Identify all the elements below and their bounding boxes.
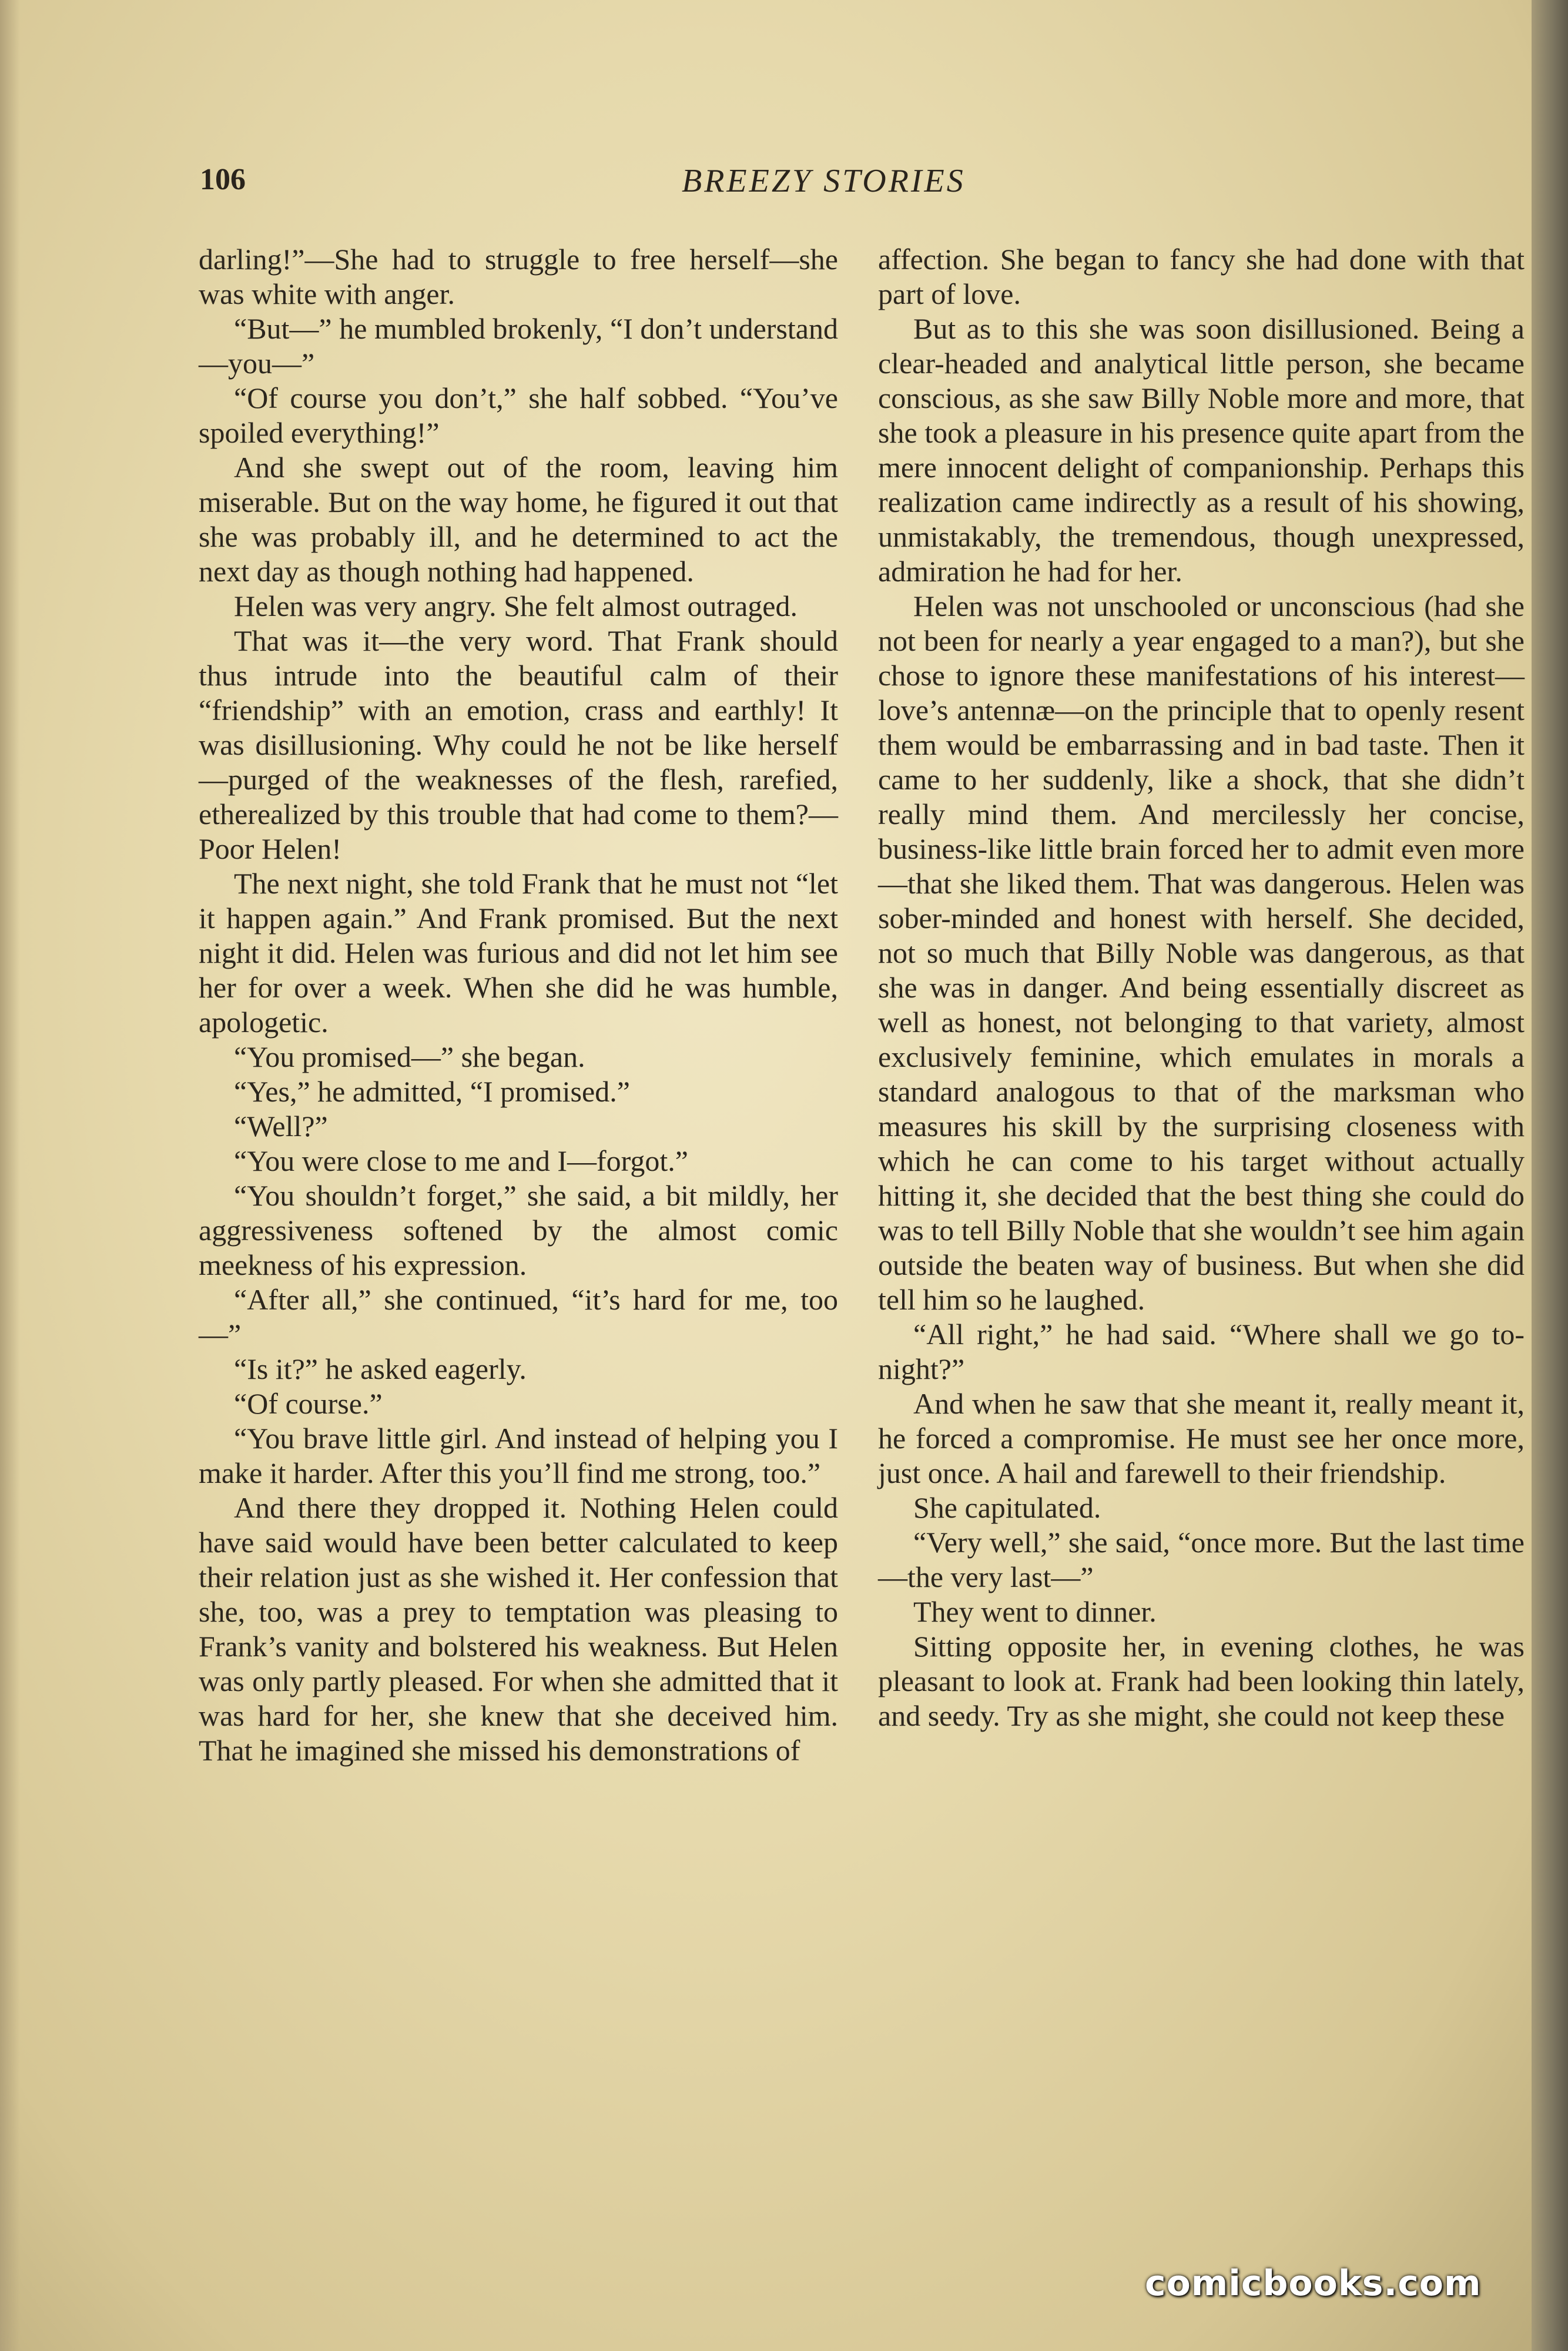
- site-watermark: comicbooks.com: [1145, 2263, 1482, 2304]
- paragraph: “After all,” she continued, “it’s hard for me, too—”: [199, 1283, 838, 1351]
- page-number: 106: [200, 163, 246, 196]
- paragraph: And when he saw that she meant it, really meant it, he forced a compromise. He must see her once more, just once. A hail and farewell to their friendship.: [878, 1387, 1525, 1489]
- paragraph: That was it—the very word. That Frank should thus intrude into the beautiful calm of their “friendship” with an emotion, crass and earthly! It was disillusioning. Why could he not be like herself—purged of the weaknesses of the flesh, rarefied, etherealized by this trouble that had come to them?—Poor Helen!: [199, 624, 838, 865]
- paragraph: “Well?”: [234, 1110, 328, 1143]
- paragraph: But as to this she was soon disillusioned. Being a clear-headed and analytical little person, she became conscious, as she saw Billy Noble more and more, that she took a pleasure in his presence quite apart from the mere innocent delight of companionship. Perhaps this realization came indirectly as a result of his showing, unmistakably, the tremendous, though unexpressed, admiration he had for her.: [878, 312, 1525, 588]
- paragraph: “Of course you don’t,” she half sobbed. “You’ve spoiled everything!”: [199, 381, 838, 449]
- page-left-edge: [0, 0, 20, 2351]
- paragraph: “You promised—” she began.: [234, 1040, 585, 1073]
- paragraph: She capitulated.: [913, 1491, 1101, 1524]
- paragraph: “Very well,” she said, “once more. But the last time—the very last—”: [878, 1526, 1525, 1593]
- paragraph: darling!”—She had to struggle to free herself—she was white with anger.: [199, 243, 838, 310]
- paragraph: “All right,” he had said. “Where shall we go to-night?”: [878, 1318, 1525, 1385]
- running-title: BREEZY STORIES: [682, 163, 966, 199]
- paragraph: They went to dinner.: [913, 1595, 1157, 1628]
- paragraph: “You brave little girl. And instead of helping you I make it harder. After this you’ll find me strong, too.”: [199, 1422, 838, 1489]
- paragraph: Helen was very angry. She felt almost outraged.: [234, 590, 798, 622]
- paragraph: “You were close to me and I—forgot.”: [234, 1144, 688, 1177]
- paragraph: “Of course.”: [234, 1387, 383, 1420]
- text-column-left: [199, 242, 838, 1768]
- paragraph: “Is it?” he asked eagerly.: [234, 1352, 527, 1385]
- paragraph: And she swept out of the room, leaving him miserable. But on the way home, he figured it out that she was probably ill, and he determined to act the next day as though nothing had happened.: [199, 451, 838, 588]
- paragraph: “Yes,” he admitted, “I promised.”: [234, 1075, 630, 1108]
- text-column-right: [878, 242, 1525, 1733]
- paragraph: “You shouldn’t forget,” she said, a bit mildly, her aggressiveness softened by the almost comic meekness of his expression.: [199, 1179, 838, 1281]
- paragraph: Helen was not unschooled or unconscious (had she not been for nearly a year engaged to a man?), but she chose to ignore these manifestations of his interest—love’s antennæ—on the principle that to openly resent them would be embarrassing and in bad taste. Then it came to her suddenly, like a shock, that she didn’t really mind them. And mercilessly her concise, business-like little brain forced her to admit even more—that she liked them. That was dangerous. Helen was sober-minded and honest with herself. She decided, not so much that Billy Noble was dangerous, as that she was in danger. And being essentially discreet as well as honest, not belonging to that variety, almost exclusively feminine, which emulates in morals a standard analogous to that of the marksman who measures his skill by the surprising closeness with which he can come to his target without actually hitting it, she decided that the best thing she could do was to tell Billy Noble that she wouldn’t see him again outside the beaten way of business. But when she did tell him so he laughed.: [878, 590, 1525, 1316]
- paragraph: Sitting opposite her, in evening clothes, he was pleasant to look at. Frank had been looking thin lately, and seedy. Try as she might, she could not keep these: [878, 1630, 1525, 1732]
- page-binding-edge: [1532, 0, 1568, 2351]
- paragraph: And there they dropped it. Nothing Helen could have said would have been better calculated to keep their relation just as she wished it. Her confession that she, too, was a prey to temptation was pleasing to Frank’s vanity and bolstered his weakness. But Helen was only partly pleased. For when she admitted that it was hard for her, she knew that she deceived him. That he imagined she missed his demonstrations of: [199, 1491, 838, 1767]
- paragraph: The next night, she told Frank that he must not “let it happen again.” And Frank promised. But the next night it did. Helen was furious and did not let him see her for over a week. When she did he was humble, apologetic.: [199, 867, 838, 1039]
- page-header: [200, 162, 1522, 215]
- paragraph: “But—” he mumbled brokenly, “I don’t understand—you—”: [199, 312, 838, 380]
- paragraph: affection. She began to fancy she had done with that part of love.: [878, 243, 1525, 310]
